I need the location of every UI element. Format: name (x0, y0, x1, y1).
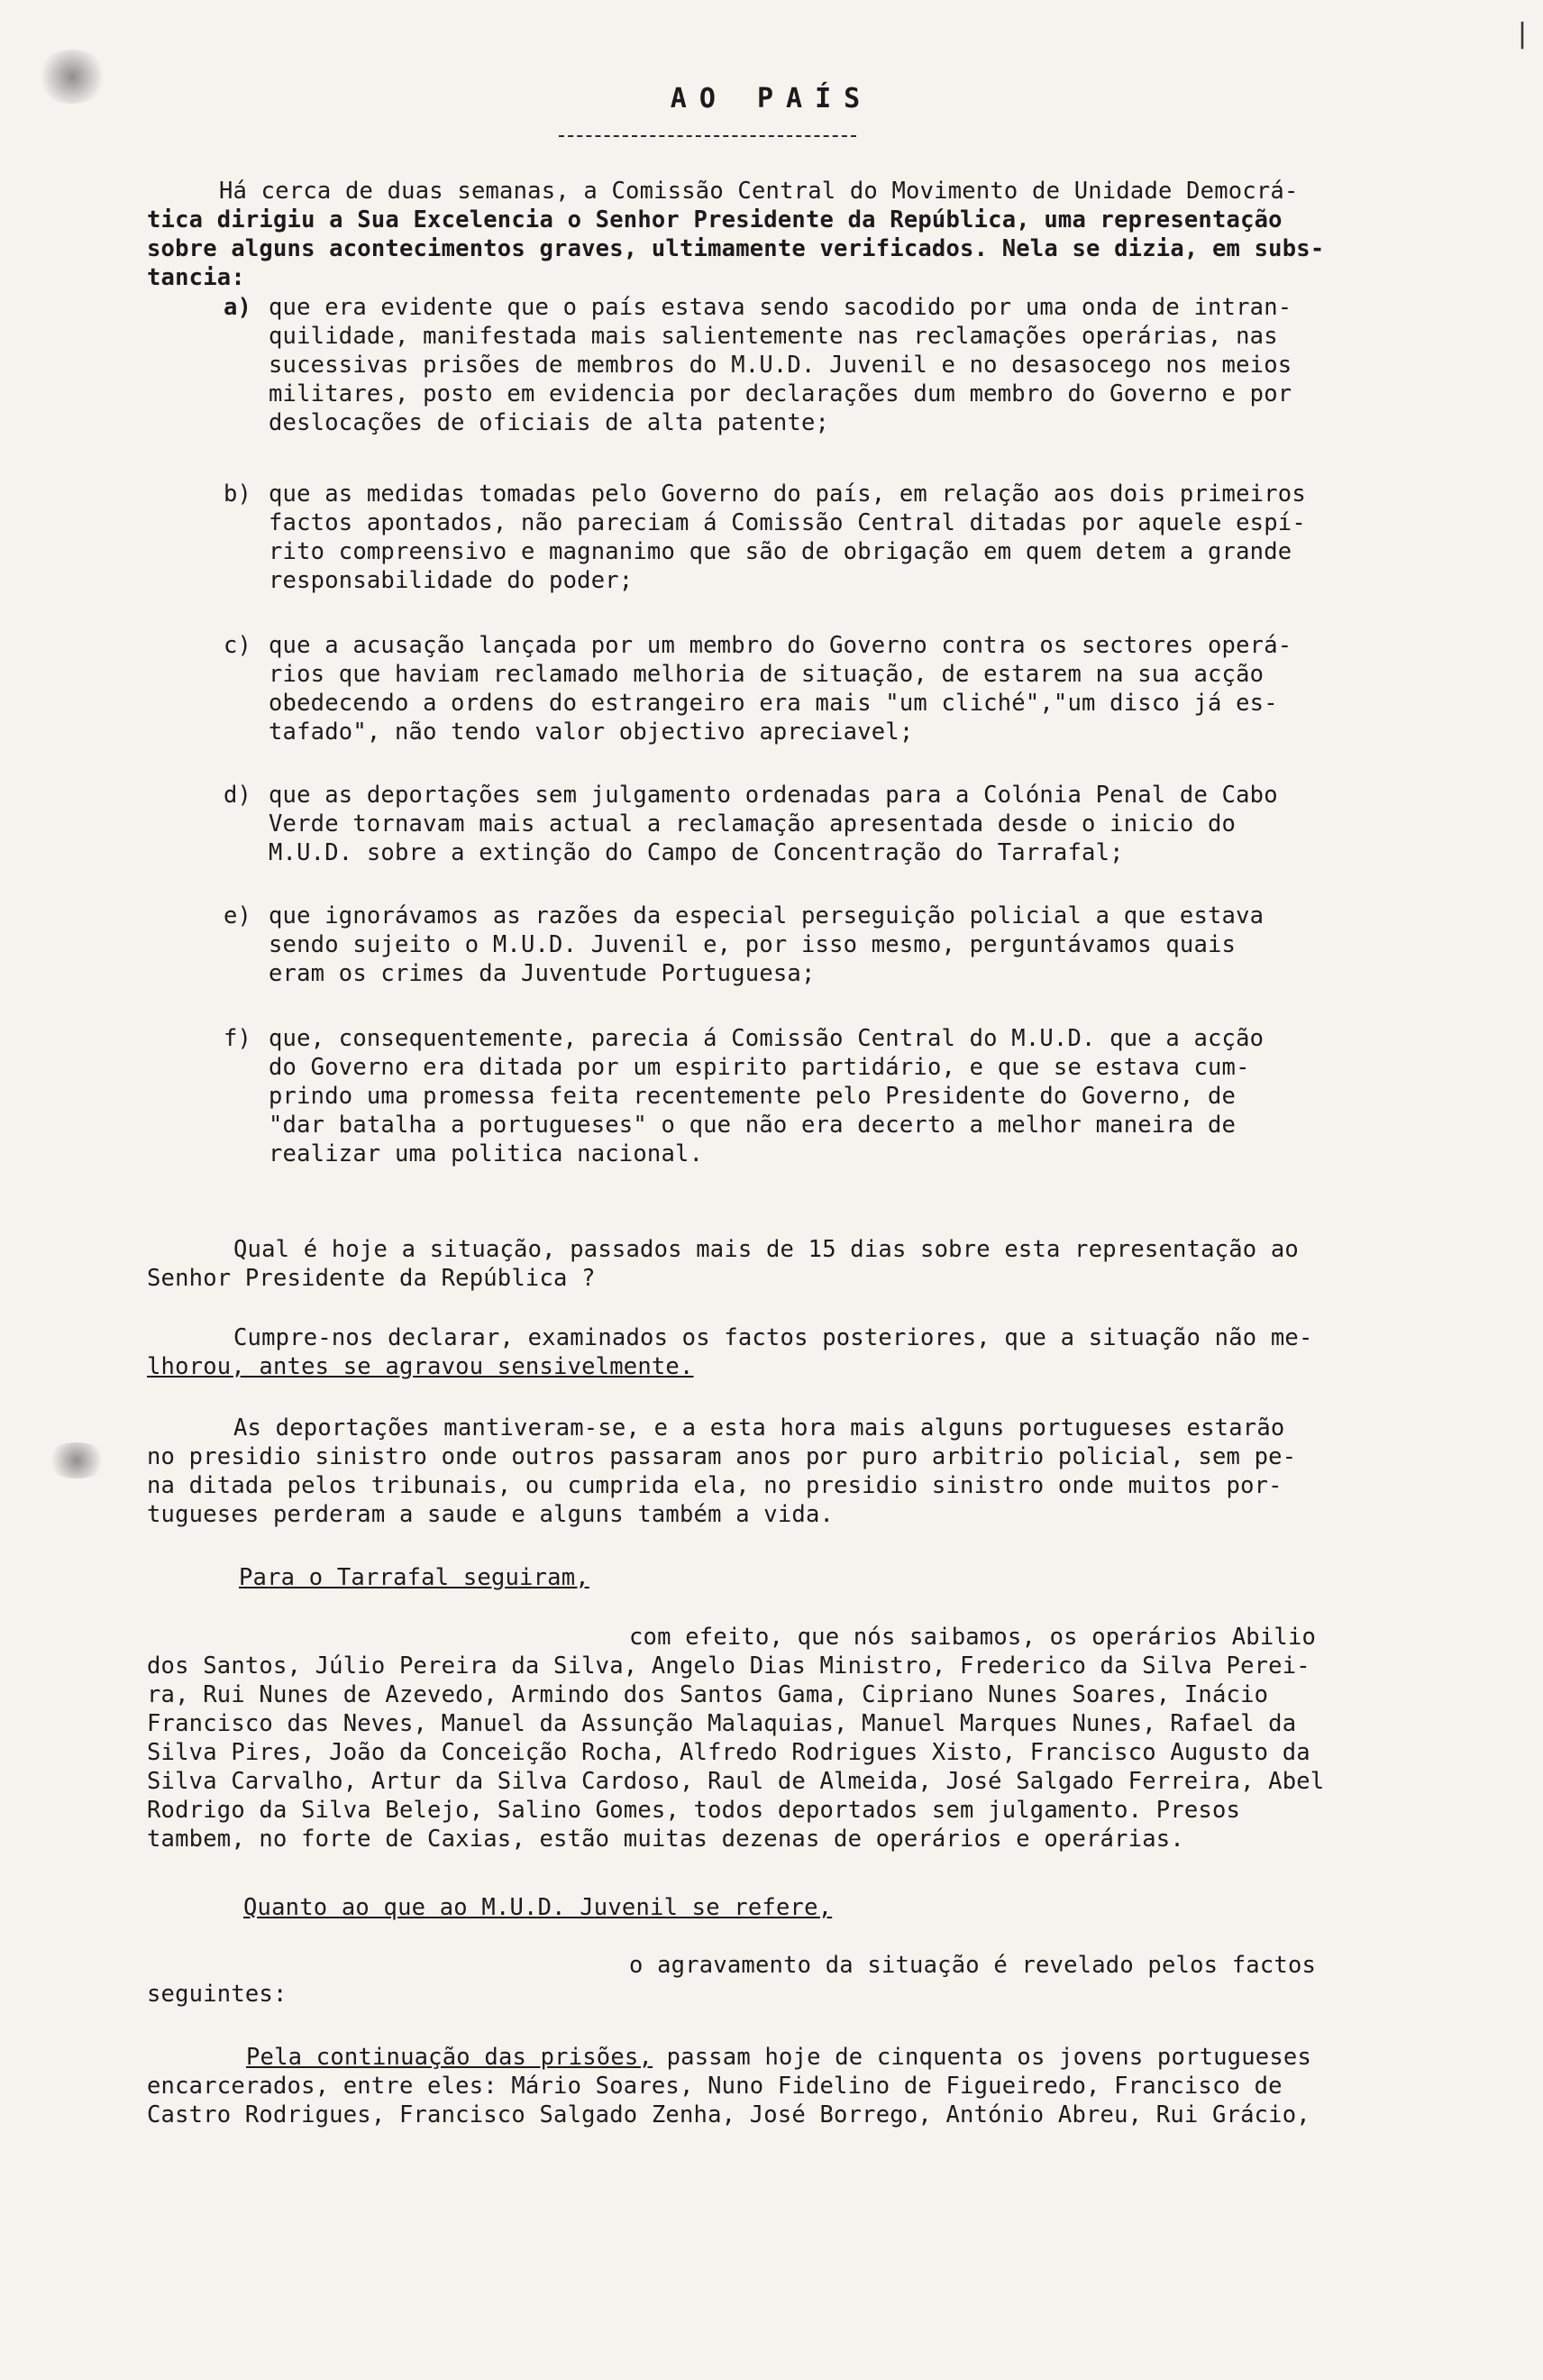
declaration-line: Cumpre-nos declarar, examinados os factos posteriores, que a situação não me- (233, 1324, 1313, 1351)
tarrafal-heading: Para o Tarrafal seguiram, (239, 1564, 589, 1591)
item-line: rito compreensivo e magnanimo que são de obrigação em quem detem a grande (269, 538, 1292, 565)
item-line: realizar uma politica nacional. (269, 1140, 704, 1167)
question-line: Senhor Presidente da República ? (147, 1265, 596, 1292)
item-line: Verde tornavam mais actual a reclamação apresentada desde o inicio do (269, 810, 1237, 838)
item-label: b) (224, 481, 252, 508)
item-line: factos apontados, não pareciam á Comissão Central ditadas por aquele espí- (269, 509, 1306, 536)
deportations-line: no presidio sinistro onde outros passaram anos por puro arbitrio policial, sem pe- (147, 1443, 1297, 1470)
tarrafal-line: Rodrigo da Silva Belejo, Salino Gomes, todos deportados sem julgamento. Presos (147, 1797, 1241, 1824)
intro-line: sobre alguns acontecimentos graves, ultimamente verificados. Nela se dizia, em subs- (147, 235, 1325, 262)
item-body (269, 480, 1306, 595)
item-label: f) (224, 1025, 252, 1052)
prisons-line: Castro Rodrigues, Francisco Salgado Zenha, José Borrego, António Abreu, Rui Grácio, (147, 2101, 1310, 2128)
item-body (269, 1024, 1264, 1168)
item-line: que, consequentemente, parecia á Comissão Central do M.U.D. que a acção (269, 1025, 1265, 1052)
mud-line: seguintes: (147, 1981, 288, 2008)
tarrafal-line: com efeito, que nós saibamos, os operários Abilio (629, 1624, 1317, 1651)
question-line: Qual é hoje a situação, passados mais de 15 dias sobre esta representação ao (233, 1236, 1299, 1263)
deportations-line: na ditada pelos tribunais, ou cumprida ela, no presidio sinistro onde muitos por- (147, 1472, 1283, 1499)
deportations-paragraph (147, 1414, 1296, 1529)
prisons-paragraph (147, 2043, 1311, 2129)
item-line: sendo sujeito o M.U.D. Juvenil e, por isso mesmo, perguntávamos quais (269, 931, 1237, 958)
item-label: c) (224, 632, 252, 659)
item-line: deslocações de oficiais de alta patente; (269, 409, 830, 436)
item-line: quilidade, manifestada mais salientemente nas reclamações operárias, nas (269, 323, 1278, 350)
item-line: eram os crimes da Juventude Portuguesa; (269, 960, 816, 987)
tarrafal-line: dos Santos, Júlio Pereira da Silva, Angelo Dias Ministro, Frederico da Silva Perei- (147, 1652, 1310, 1680)
declaration-line: lhorou, antes se agravou sensivelmente. (147, 1353, 694, 1380)
deportations-line: tugueses perderam a saude e alguns também a vida. (147, 1501, 835, 1528)
tarrafal-line: tambem, no forte de Caxias, estão muitas dezenas de operários e operárias. (147, 1826, 1184, 1853)
intro-paragraph (147, 177, 1324, 292)
item-label: e) (224, 902, 252, 929)
item-body (269, 631, 1292, 746)
tarrafal-line: ra, Rui Nunes de Azevedo, Armindo dos Santos Gama, Cipriano Nunes Soares, Inácio (147, 1681, 1269, 1708)
prisons-lead: passam hoje de cinquenta os jovens portugueses (666, 2044, 1311, 2071)
item-body (269, 781, 1278, 867)
item-line: que a acusação lançada por um membro do Governo contra os sectores operá- (269, 632, 1292, 659)
tarrafal-paragraph (147, 1623, 1324, 1854)
declaration-paragraph (147, 1323, 1313, 1381)
item-line: tafado", não tendo valor objectivo apreciavel; (269, 719, 914, 746)
item-line: obedecendo a ordens do estrangeiro era mais "um cliché","um disco já es- (269, 690, 1278, 717)
item-label: d) (224, 782, 252, 809)
prisons-line (147, 2043, 1311, 2072)
tarrafal-line: Silva Carvalho, Artur da Silva Cardoso, Raul de Almeida, José Salgado Ferreira, Abel (147, 1768, 1325, 1795)
item-body (269, 902, 1264, 988)
item-body (269, 293, 1292, 437)
item-line: responsabilidade do poder; (269, 567, 634, 594)
item-line: M.U.D. sobre a extinção do Campo de Concentração do Tarrafal; (269, 839, 1124, 866)
tarrafal-line: Silva Pires, João da Conceição Rocha, Alfredo Rodrigues Xisto, Francisco Augusto da (147, 1739, 1310, 1766)
intro-line: tica dirigiu a Sua Excelencia o Senhor Presidente da República, uma representação (147, 206, 1283, 233)
mud-heading: Quanto ao que ao M.U.D. Juvenil se refere, (243, 1894, 833, 1921)
prisons-heading: Pela continuação das prisões, (246, 2044, 653, 2071)
item-line: que as medidas tomadas pelo Governo do país, em relação aos dois primeiros (269, 481, 1306, 508)
mud-line: o agravamento da situação é revelado pelos factos (629, 1952, 1317, 1979)
item-line: rios que haviam reclamado melhoria de situação, de estarem na sua acção (269, 661, 1265, 688)
item-line: que ignorávamos as razões da especial perseguição policial a que estava (269, 902, 1265, 929)
margin-mark: | (1514, 18, 1531, 50)
ink-smudge (45, 1442, 108, 1478)
intro-line: Há cerca de duas semanas, a Comissão Central do Movimento de Unidade Democrá- (219, 178, 1299, 205)
deportations-line: As deportações mantiveram-se, e a esta hora mais alguns portugueses estarão (233, 1414, 1285, 1442)
item-line: militares, posto em evidencia por declarações dum membro do Governo e por (269, 380, 1292, 407)
item-line: "dar batalha a portugueses" o que não era decerto a melhor maneira de (269, 1112, 1237, 1139)
item-label: a) (224, 294, 252, 321)
item-line: do Governo era ditada por um espirito partidário, e que se estava cum- (269, 1054, 1250, 1081)
question-paragraph (147, 1235, 1299, 1293)
item-line: que era evidente que o país estava sendo sacodido por uma onda de intran- (269, 294, 1292, 321)
item-line: sucessivas prisões de membros do M.U.D. Juvenil e no desasocego nos meios (269, 352, 1292, 379)
item-line: prindo uma promessa feita recentemente pelo Presidente do Governo, de (269, 1083, 1237, 1110)
item-line: que as deportações sem julgamento ordenadas para a Colónia Penal de Cabo (269, 782, 1278, 809)
document-title: AO PAÍS (670, 83, 873, 114)
intro-line: tancia: (147, 264, 245, 291)
mud-paragraph (147, 1951, 1316, 2009)
title-underline (559, 135, 856, 137)
tarrafal-line: Francisco das Neves, Manuel da Assunção Malaquias, Manuel Marques Nunes, Rafael da (147, 1710, 1297, 1737)
prisons-line: encarcerados, entre eles: Mário Soares, Nuno Fidelino de Figueiredo, Francisco de (147, 2073, 1283, 2100)
